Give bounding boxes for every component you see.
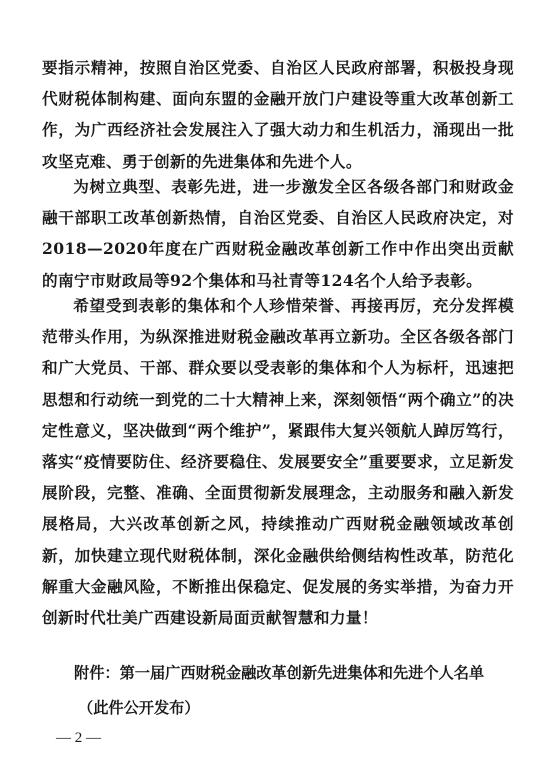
body-paragraph-3: 希望受到表彰的集体和个人珍惜荣誉、再接再厉，充分发挥模范带头作用，为纵深推进财税金融改革再立新功。全区各级各部门和广大党员、干部、群众要以受表彰的集体和个人为标杆，迅速把思想和行动统一到党的二十大精神上来，深刻领悟“两个确立”的决定性意义，坚决做到“两个维护”，紧跟伟大复兴领航人踔厉笃行，落实“疫情要防住、经济要稳住、发展要安全”重要要求，立足新发展阶段，完整、准确、全面贯彻新发展理念，主动服务和融入新发展格局，大兴改革创新之风，持续推动广西财税金融领域改革创新，加快建立现代财税体制，深化金融供给侧结构性改革，防范化解重大金融风险，不断推出保稳定、促发展的务实举措，为奋力开创新时代壮美广西建设新局面贡献智慧和力量！ (42, 296, 514, 628)
attachment-line: 附件：第一届广西财税金融改革创新先进集体和先进个人名单 (74, 664, 485, 682)
publication-note: （此件公开发布） (78, 699, 200, 717)
page-number: — 2 — (56, 730, 101, 746)
body-paragraph-1: 要指示精神，按照自治区党委、自治区人民政府部署，积极投身现代财税体制构建、面向东盟的金融开放门户建设等重大改革创新工作，为广西经济社会发展注入了强大动力和生机活力，涌现出一批攻坚克难、勇于创新的先进集体和先进个人。 (42, 58, 514, 171)
body-paragraph-2: 为树立典型、表彰先进，进一步激发全区各级各部门和财政金融干部职工改革创新热情，自治区党委、自治区人民政府决定，对2018—2020年度在广西财税金融改革创新工作中作出突出贡献的南宁市财政局等92个集体和马社青等124名个人给予表彰。 (42, 177, 514, 290)
